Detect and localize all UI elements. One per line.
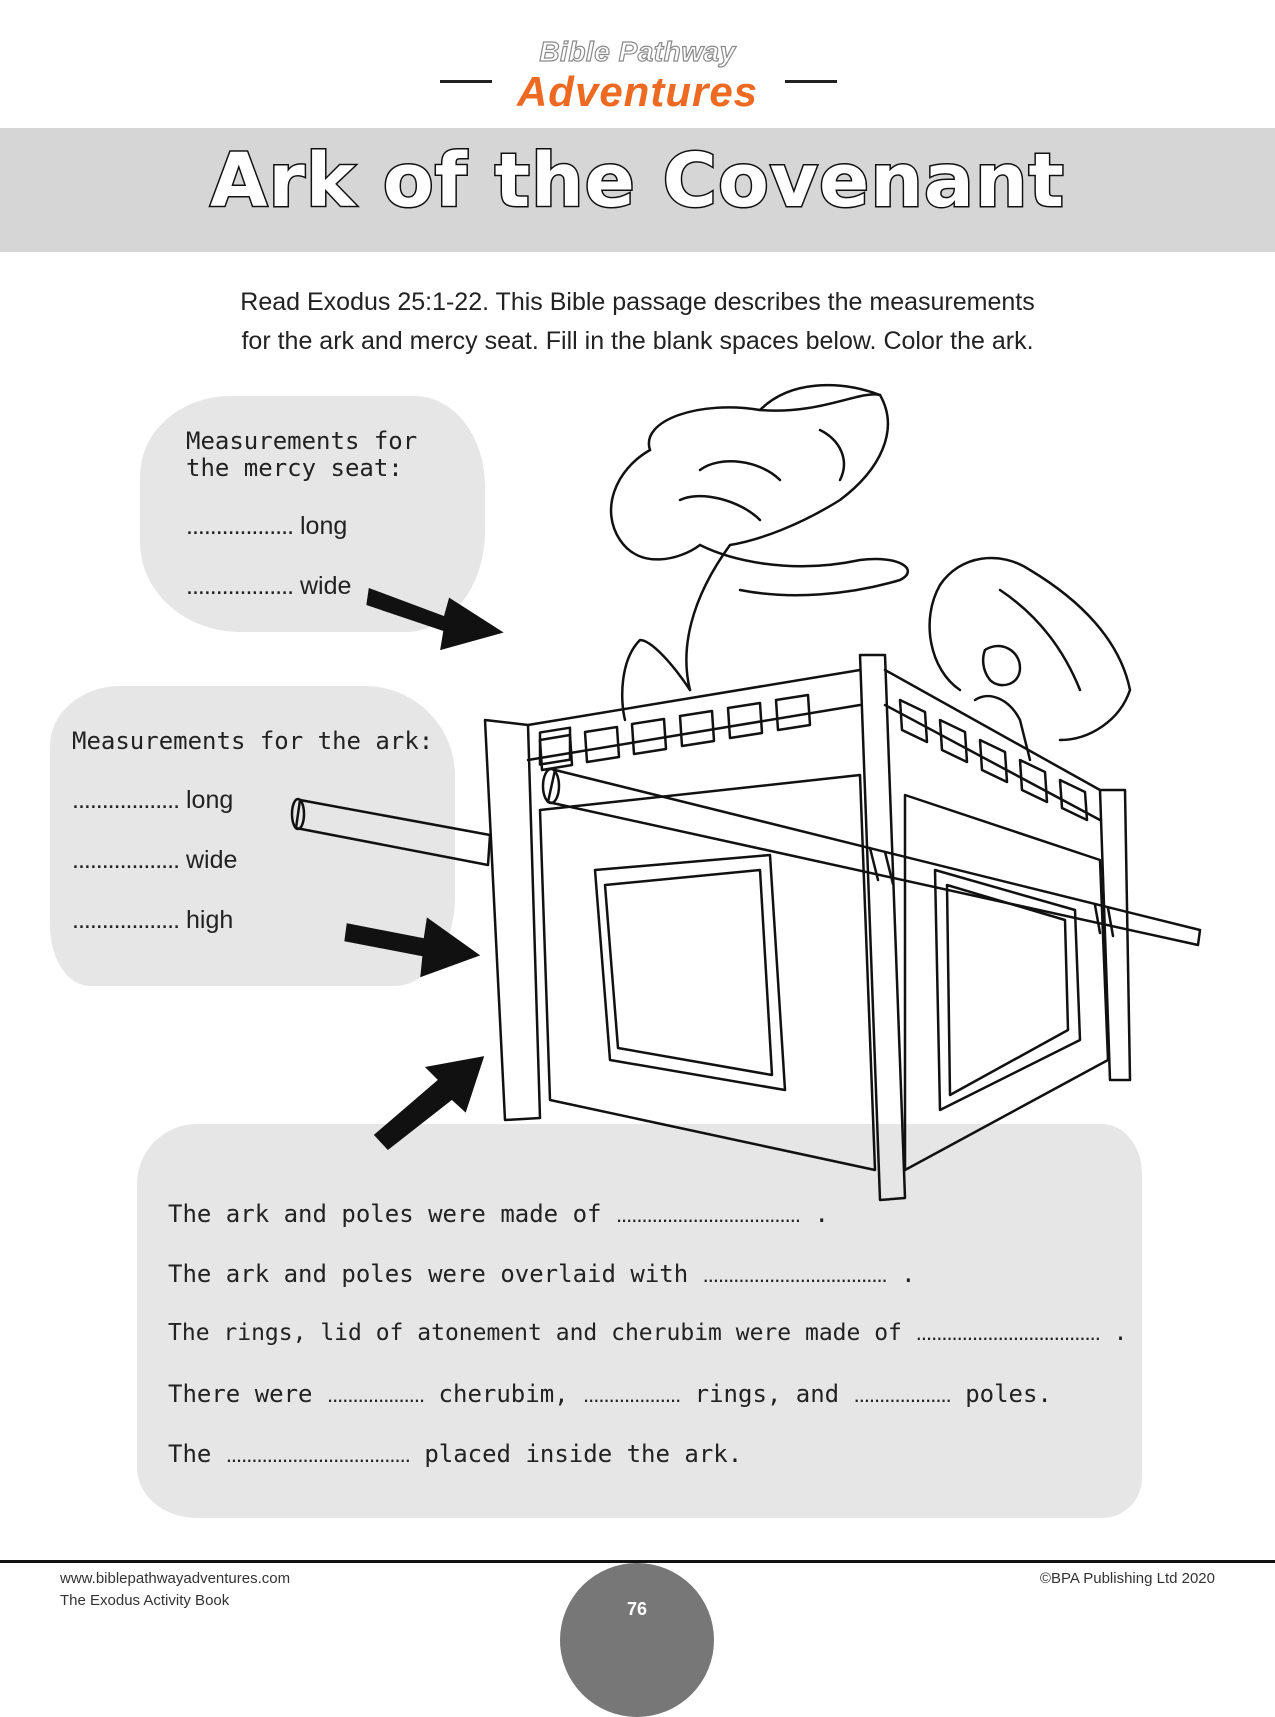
statement-2-text: The ark and poles were overlaid with <box>168 1260 689 1288</box>
statement-4-part-d: poles. <box>965 1380 1052 1408</box>
ark-long-row <box>72 786 233 815</box>
ark-heading: Measurements for the ark: <box>72 727 434 755</box>
statement-5-blank[interactable]: .................................... <box>225 1442 410 1467</box>
mercy-seat-long-blank[interactable]: .................. <box>186 512 294 540</box>
left-cherub-drawing <box>611 385 908 720</box>
arrow-to-ark-side <box>346 920 477 975</box>
logo-bottom-text: Adventures <box>516 68 759 115</box>
arrow-to-ark-bottom <box>376 1058 482 1148</box>
mercy-seat-heading <box>186 428 417 482</box>
pointer-arrows <box>346 590 500 1148</box>
footer-copyright: ©BPA Publishing Ltd 2020 <box>1039 1570 1215 1587</box>
statement-2 <box>168 1260 916 1288</box>
footer-book-title: The Exodus Activity Book <box>60 1592 230 1609</box>
footer-website[interactable]: www.biblepathwayadventures.com <box>60 1570 291 1587</box>
mercy-seat-heading-line-1: Measurements for <box>186 427 418 455</box>
mercy-seat-wide-label: wide <box>299 572 352 600</box>
statement-5-part-b: placed inside the ark. <box>424 1440 743 1468</box>
statement-3-blank[interactable]: .................................... <box>915 1320 1100 1345</box>
ark-wide-row <box>72 846 237 875</box>
statement-3-text: The rings, lid of atonement and cherubim were made of <box>168 1320 902 1346</box>
mercy-seat-wide-blank[interactable]: .................. <box>186 572 294 600</box>
statement-4-blank-1[interactable]: ................... <box>326 1382 425 1407</box>
instructions-line-2: for the ark and mercy seat. Fill in the blank spaces below. Color the ark. <box>241 327 1034 355</box>
ark-high-label: high <box>185 906 234 934</box>
statement-1 <box>168 1200 829 1228</box>
mercy-seat-wide-row <box>186 572 351 601</box>
mercy-seat-heading-line-2: the mercy seat: <box>186 454 403 482</box>
instructions-line-1: Read Exodus 25:1-22. This Bible passage describes the measurements <box>240 288 1035 316</box>
statement-1-end: . <box>814 1200 829 1228</box>
ark-high-row <box>72 906 233 935</box>
statement-2-end: . <box>901 1260 916 1288</box>
page-title: Ark of the Covenant <box>210 138 1065 224</box>
ark-long-blank[interactable]: .................. <box>72 786 180 814</box>
statement-3-end: . <box>1113 1320 1128 1346</box>
statement-1-text: The ark and poles were made of <box>168 1200 602 1228</box>
statement-4-part-b: cherubim, <box>438 1380 569 1408</box>
page-number-tab <box>560 1563 714 1717</box>
ark-wide-label: wide <box>185 846 238 874</box>
statement-4-blank-2[interactable]: ................... <box>583 1382 681 1407</box>
statement-3 <box>168 1320 1128 1346</box>
statement-4-blank-3[interactable]: ................... <box>853 1382 951 1407</box>
ark-high-blank[interactable]: .................. <box>72 906 180 934</box>
statement-4-part-a: There were <box>168 1380 313 1408</box>
arrow-to-mercy-seat <box>368 590 500 648</box>
statement-1-blank[interactable]: .................................... <box>615 1202 800 1227</box>
page-number: 76 <box>626 1599 648 1619</box>
ark-wide-blank[interactable]: .................. <box>72 846 180 874</box>
ark-box-drawing <box>485 655 1130 1200</box>
footer-left <box>60 1568 290 1612</box>
statement-5 <box>168 1440 742 1468</box>
mercy-seat-long-label: long <box>299 512 348 540</box>
ark-long-label: long <box>185 786 234 814</box>
statement-4 <box>168 1380 1052 1408</box>
statement-5-part-a: The <box>168 1440 212 1468</box>
statement-2-blank[interactable]: .................................... <box>702 1262 887 1287</box>
statement-4-part-c: rings, and <box>694 1380 840 1408</box>
mercy-seat-long-row <box>186 512 347 541</box>
logo-top-text: Bible Pathway <box>539 36 736 67</box>
